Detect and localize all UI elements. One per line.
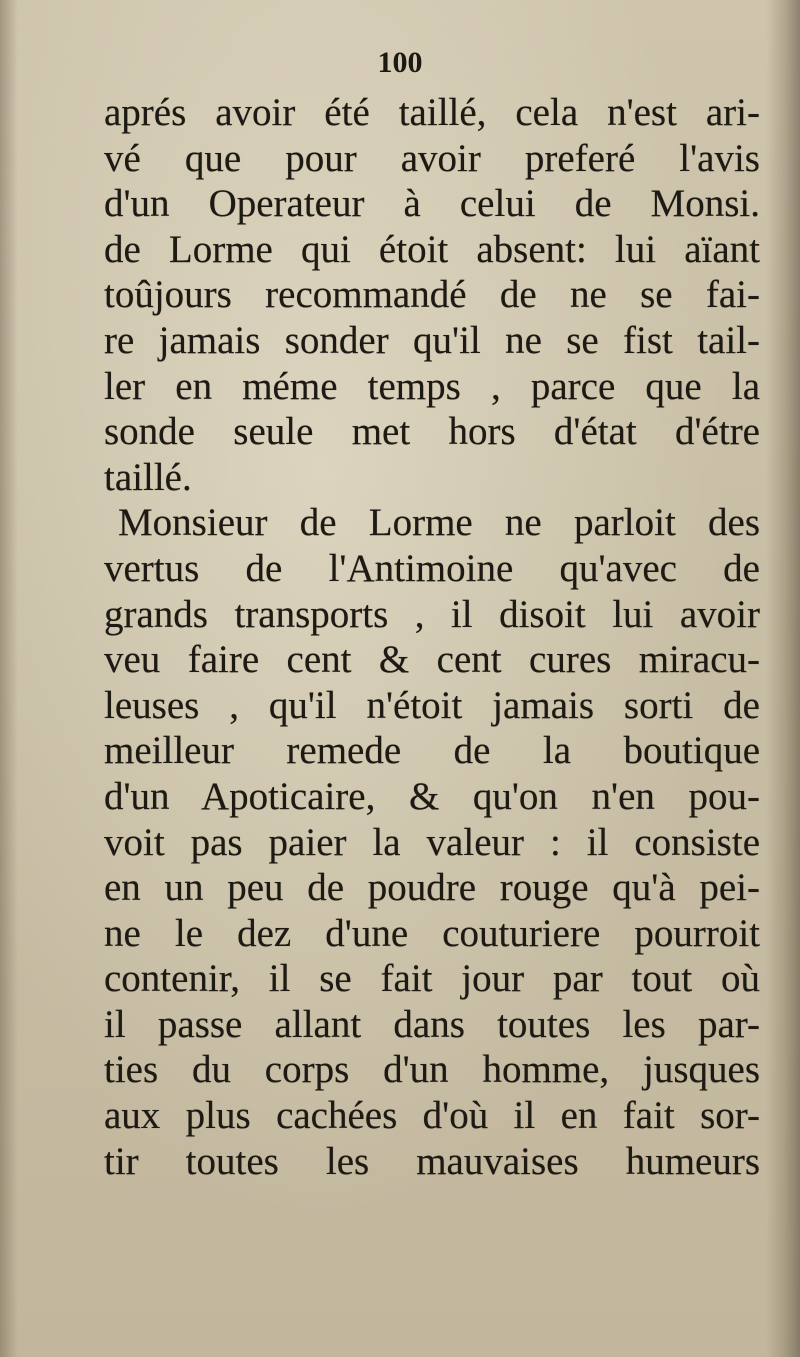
body-text (104, 90, 760, 1184)
text-line: voit pas paier la valeur : il consiste (104, 820, 760, 864)
text-line: veu faire cent & cent cures miracu- (104, 638, 760, 682)
text-line: ties du corps d'un homme, jusques (104, 1048, 760, 1092)
text-line: sonde seule met hors d'état d'étre (104, 410, 760, 454)
text-line: il passe allant dans toutes les par- (104, 1002, 760, 1046)
text-line: aprés avoir été taillé, cela n'est ari- (104, 91, 760, 134)
page-left-edge-shadow (0, 0, 18, 1357)
text-line: d'un Operateur à celui de Monsi. (104, 182, 760, 226)
text-line: tir toutes les mauvaises humeurs (104, 1139, 760, 1183)
text-line: contenir, il se fait jour par tout où (104, 957, 760, 1001)
text-line: ler en méme temps , parce que la (104, 364, 760, 408)
text-line: leuses , qu'il n'étoit jamais sorti de (104, 683, 760, 727)
text-line: vé que pour avoir preferé l'avis (104, 136, 760, 180)
text-line: d'un Apoticaire, & qu'on n'en pou- (104, 774, 760, 818)
text-line: taillé. (104, 455, 192, 499)
text-line: de Lorme qui étoit absent: lui aïant (104, 227, 760, 271)
text-line: ne le dez d'une couturiere pourroit (104, 911, 760, 955)
text-line: vertus de l'Antimoine qu'avec de (104, 546, 760, 590)
text-line: en un peu de poudre rouge qu'à pei- (104, 866, 760, 910)
page-gutter-shadow (766, 0, 800, 1357)
text-line: re jamais sonder qu'il ne se fist tail- (104, 318, 760, 362)
text-line: Monsieur de Lorme ne parloit des (118, 501, 760, 545)
text-line: meilleur remede de la boutique (104, 729, 760, 773)
text-line: grands transports , il disoit lui avoir (104, 592, 760, 636)
page-number: 100 (377, 46, 423, 79)
text-line: aux plus cachées d'où il en fait sor- (104, 1094, 760, 1138)
text-line: toûjours recommandé de ne se fai- (104, 273, 760, 317)
